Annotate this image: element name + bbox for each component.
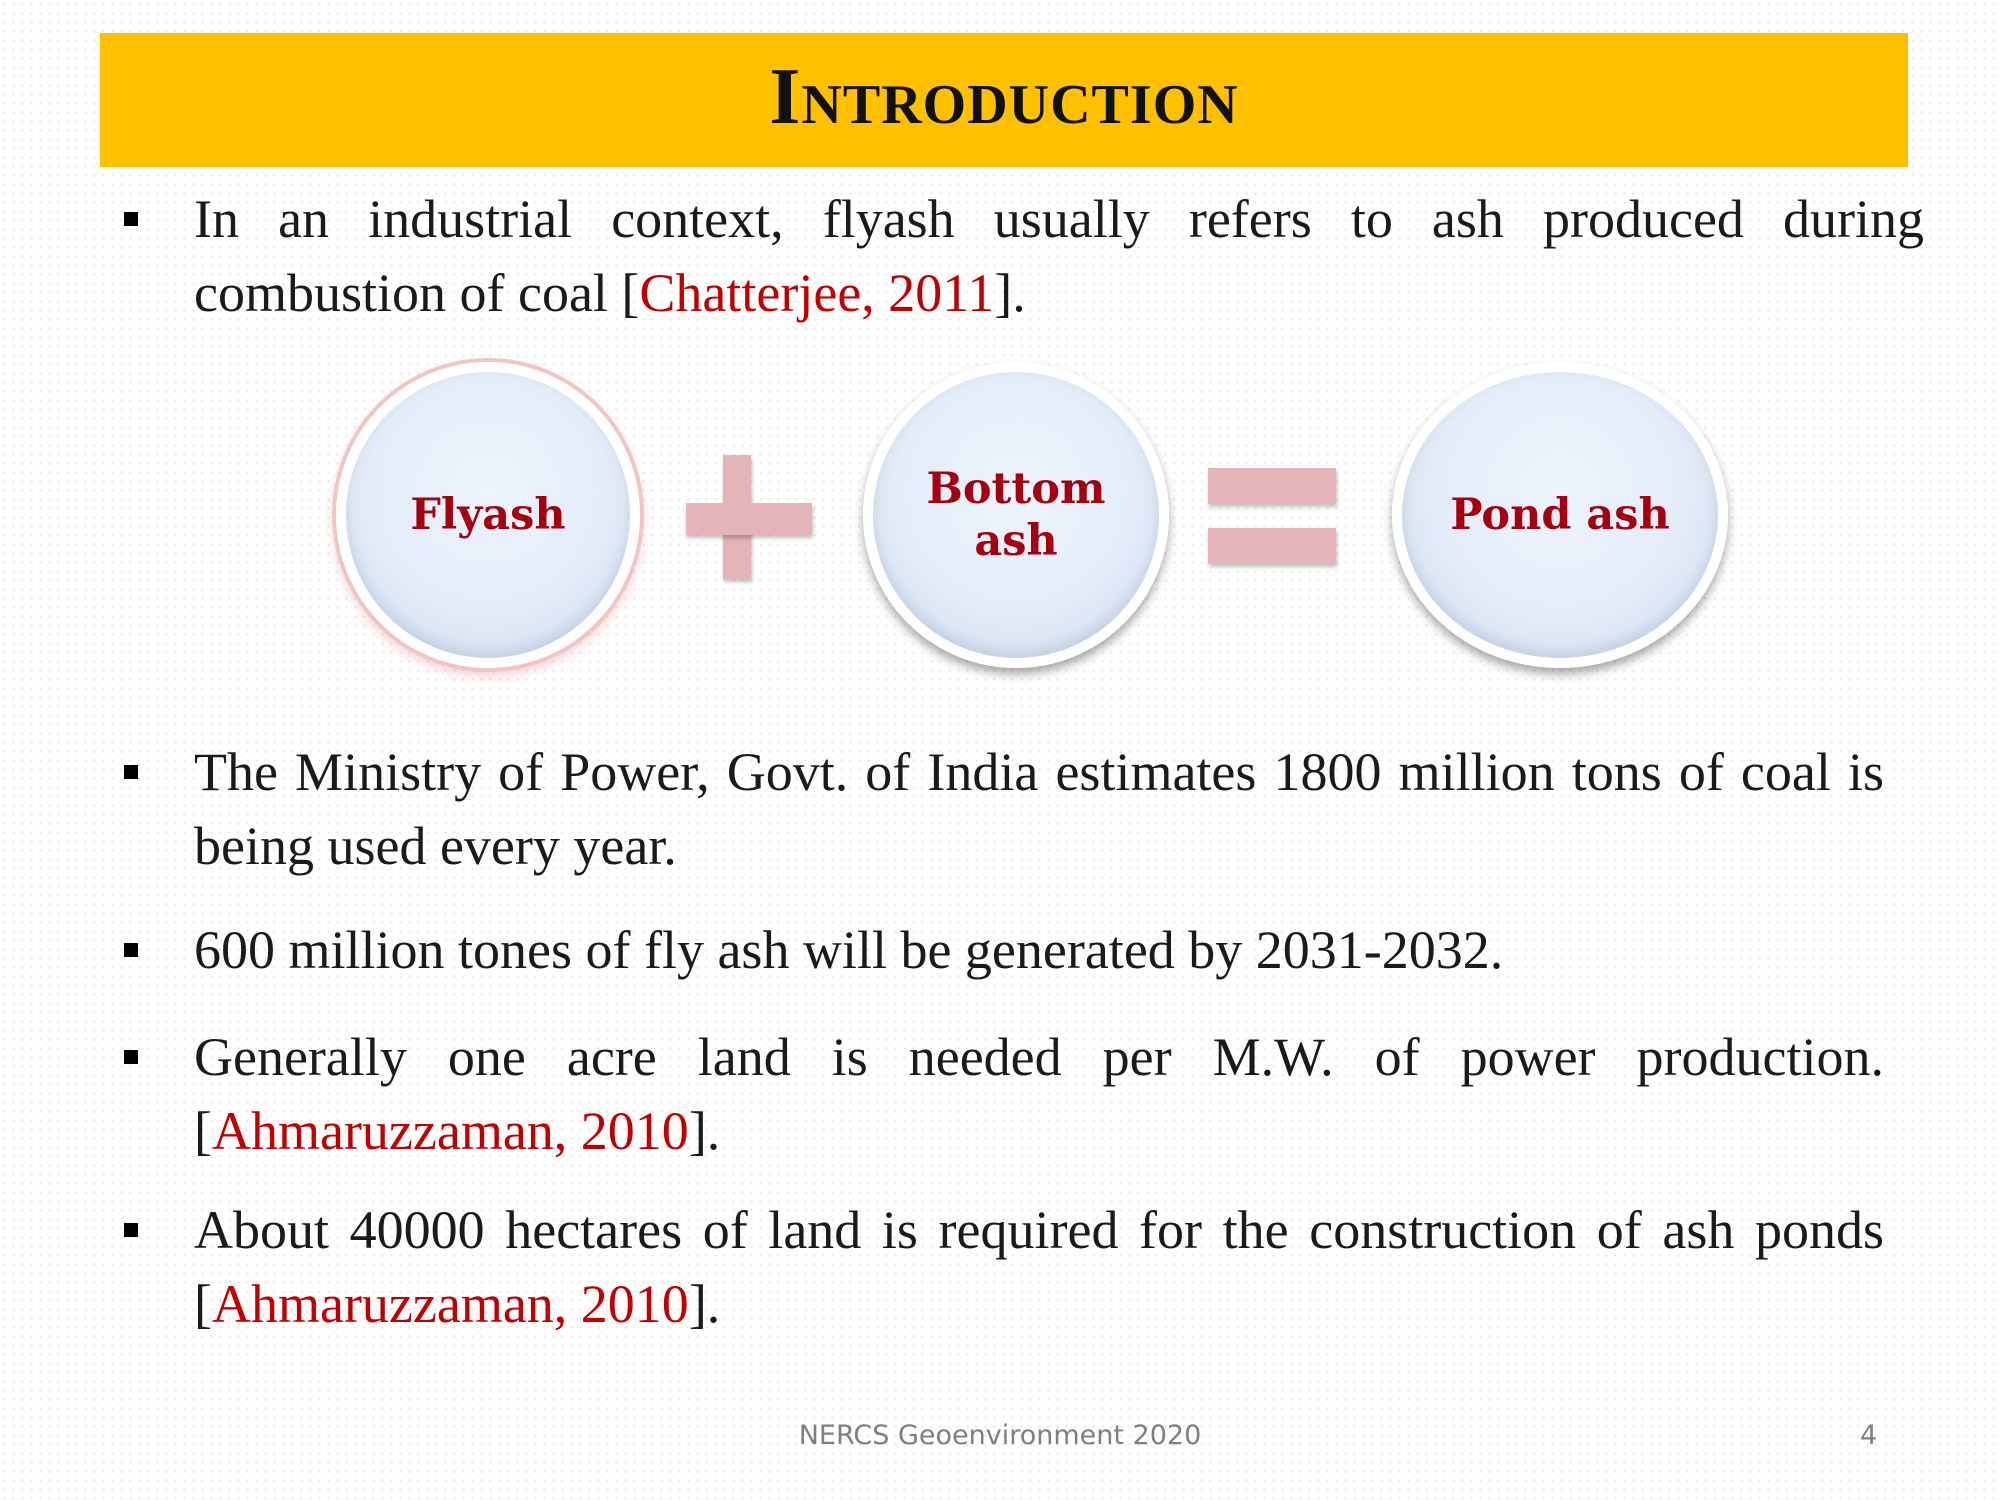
bullet-square-icon xyxy=(124,212,138,226)
bullet-item xyxy=(120,1020,1890,1168)
pond-ash-label: Pond ash xyxy=(1450,490,1670,540)
bullet-square-icon xyxy=(124,943,138,957)
bullet-item xyxy=(120,1193,1890,1341)
bullet-text: About 40000 hectares of land is required for the construction of ash ponds [Ahmaruzzaman, 2010]. xyxy=(194,1200,1884,1334)
page-number: 4 xyxy=(1860,1420,1878,1451)
citation: Ahmaruzzaman, 2010 xyxy=(211,1101,689,1161)
bullet-square-icon xyxy=(124,1050,138,1064)
ash-equation-diagram xyxy=(0,360,2000,690)
equals-icon-bottom xyxy=(1208,528,1336,564)
bullet-text: 600 million tones of fly ash will be generated by 2031-2032. xyxy=(194,920,1504,980)
equals-icon-top xyxy=(1208,468,1336,504)
bullet-text: Generally one acre land is needed per M.W. of power production. [Ahmaruzzaman, 2010]. xyxy=(194,1027,1884,1161)
pond-ash-circle xyxy=(1392,362,1728,668)
citation: Ahmaruzzaman, 2010 xyxy=(211,1274,689,1334)
flyash-circle xyxy=(336,362,640,668)
bullet-text: The Ministry of Power, Govt. of India estimates 1800 million tons of coal is being used every year. xyxy=(194,742,1884,876)
slide-title: Introduction xyxy=(769,52,1239,141)
bullet-item xyxy=(120,735,1890,883)
intro-bullet xyxy=(120,182,1924,330)
plus-icon-bar xyxy=(686,503,812,535)
bullet-text: In an industrial context, flyash usually refers to ash produced during combustion of coal [Chatterjee, 2011]. xyxy=(194,189,1924,323)
bullet-item xyxy=(120,913,1890,987)
title-bar xyxy=(100,33,1908,167)
citation: Chatterjee, 2011 xyxy=(639,263,995,323)
flyash-label: Flyash xyxy=(410,490,566,540)
bottom-ash-circle xyxy=(863,362,1169,668)
bullet-square-icon xyxy=(124,765,138,779)
bottom-ash-label: Bottom ash xyxy=(926,464,1106,566)
footer-text: NERCS Geoenvironment 2020 xyxy=(798,1420,1202,1451)
bullet-square-icon xyxy=(124,1223,138,1237)
